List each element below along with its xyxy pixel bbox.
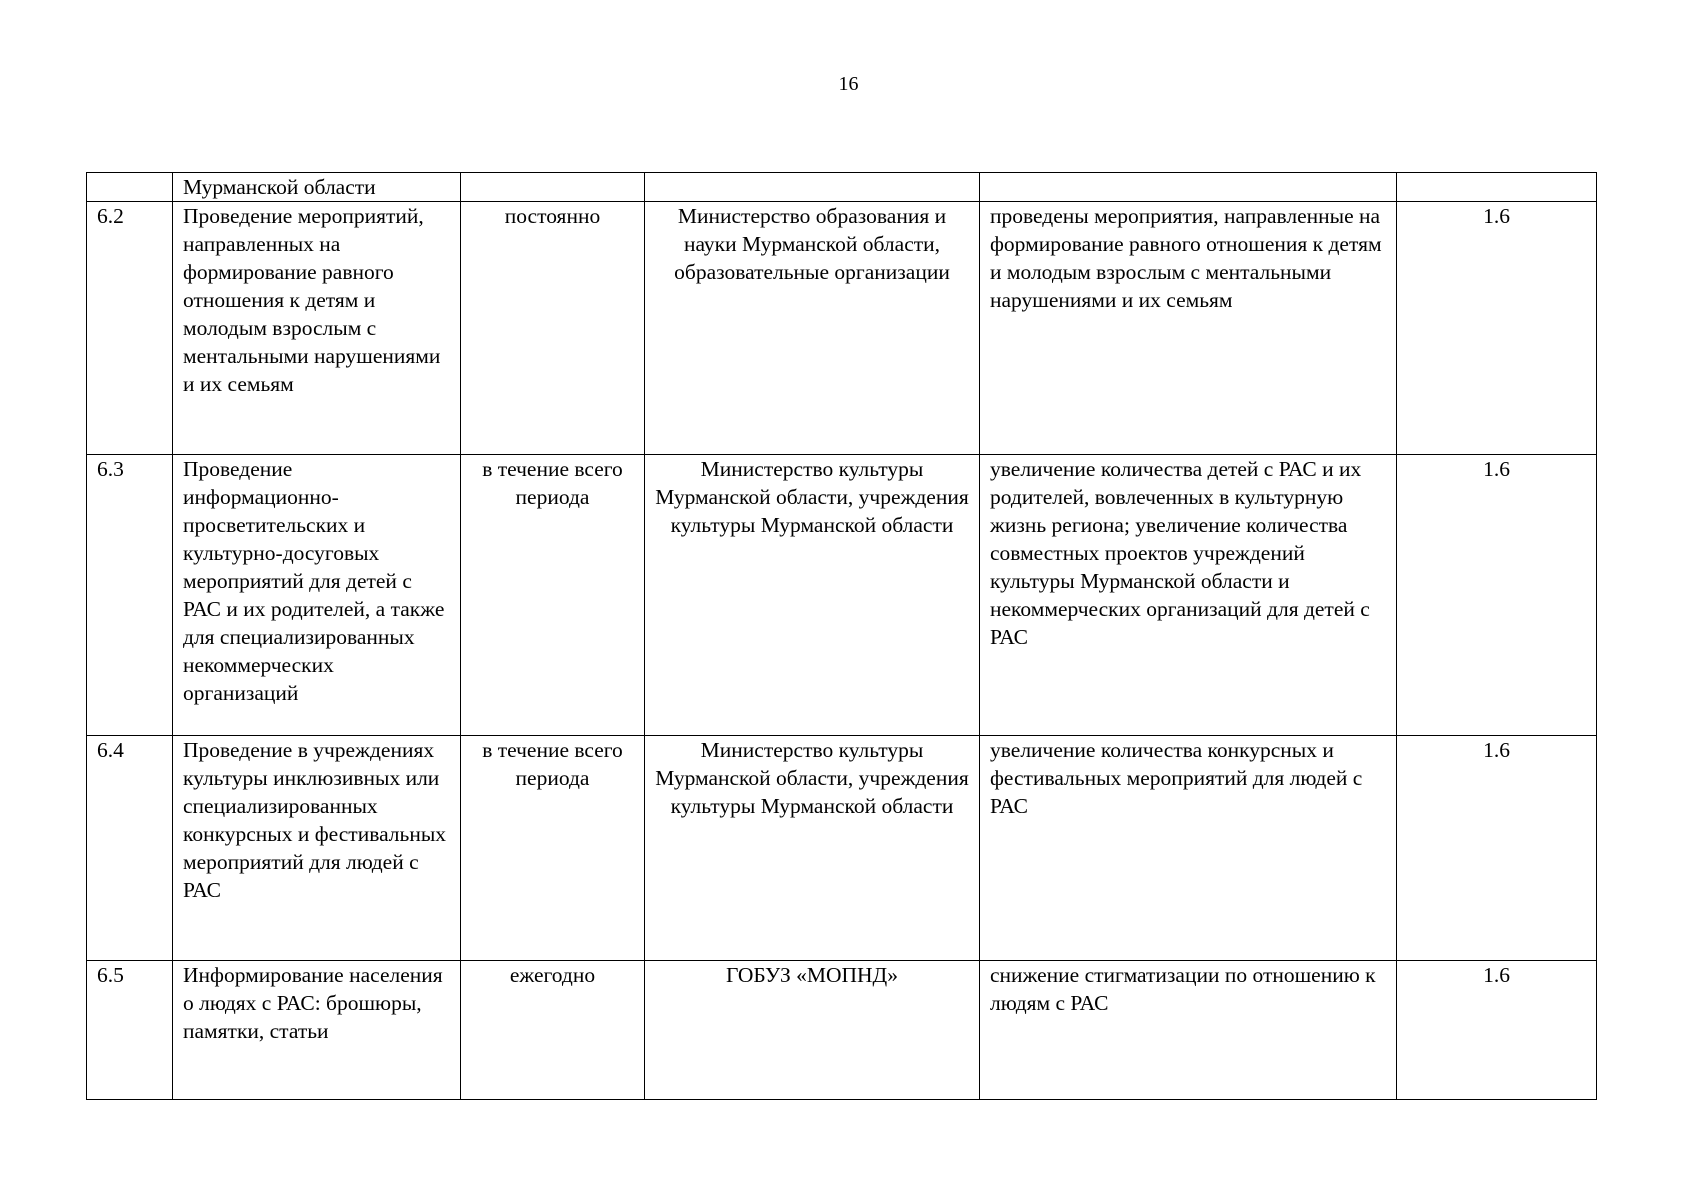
cell-event: Мурманской области xyxy=(173,173,461,202)
cell-result xyxy=(980,173,1397,202)
cell-result: проведены мероприятия, направленные на формирование равного отношения к детям и молодым взрослым с ментальными нарушениями и их семьям xyxy=(980,202,1397,455)
cell-event: Проведение мероприятий, направленных на формирование равного отношения к детям и молодым взрослым с ментальными нарушениями и их семьям xyxy=(173,202,461,455)
cell-event: Проведение в учреждениях культуры инклюзивных или специализированных конкурсных и фестивальных мероприятий для людей с РАС xyxy=(173,736,461,961)
cell-reference: 1.6 xyxy=(1397,455,1597,736)
cell-reference: 1.6 xyxy=(1397,961,1597,1100)
cell-deadline: в течение всего периода xyxy=(461,455,645,736)
cell-reference: 1.6 xyxy=(1397,736,1597,961)
cell-number: 6.2 xyxy=(87,202,173,455)
cell-event: Проведение информационно-просветительских и культурно-досуговых мероприятий для детей с РАС и их родителей, а также для специализированных некоммерческих организаций xyxy=(173,455,461,736)
table-row xyxy=(87,736,1597,961)
table-row xyxy=(87,961,1597,1100)
cell-responsible: Министерство культуры Мурманской области, учреждения культуры Мурманской области xyxy=(645,455,980,736)
action-plan-table xyxy=(86,172,1597,1100)
table-row xyxy=(87,455,1597,736)
cell-result: увеличение количества конкурсных и фестивальных мероприятий для людей с РАС xyxy=(980,736,1397,961)
cell-number: 6.3 xyxy=(87,455,173,736)
cell-number xyxy=(87,173,173,202)
cell-responsible: Министерство культуры Мурманской области, учреждения культуры Мурманской области xyxy=(645,736,980,961)
cell-number: 6.4 xyxy=(87,736,173,961)
page-number: 16 xyxy=(838,73,859,95)
cell-result: снижение стигматизации по отношению к людям с РАС xyxy=(980,961,1397,1100)
cell-reference: 1.6 xyxy=(1397,202,1597,455)
cell-deadline: в течение всего периода xyxy=(461,736,645,961)
cell-deadline: постоянно xyxy=(461,202,645,455)
cell-reference xyxy=(1397,173,1597,202)
table-row-continuation xyxy=(87,173,1597,202)
cell-responsible: ГОБУЗ «МОПНД» xyxy=(645,961,980,1100)
cell-number: 6.5 xyxy=(87,961,173,1100)
cell-result: увеличение количества детей с РАС и их родителей, вовлеченных в культурную жизнь региона; увеличение количества совместных проектов учреждений культуры Мурманской области и некоммерческих организаций для детей с РАС xyxy=(980,455,1397,736)
cell-event: Информирование населения о людях с РАС: брошюры, памятки, статьи xyxy=(173,961,461,1100)
cell-deadline: ежегодно xyxy=(461,961,645,1100)
cell-deadline xyxy=(461,173,645,202)
cell-responsible: Министерство образования и науки Мурманской области, образовательные организации xyxy=(645,202,980,455)
table-row xyxy=(87,202,1597,455)
cell-responsible xyxy=(645,173,980,202)
